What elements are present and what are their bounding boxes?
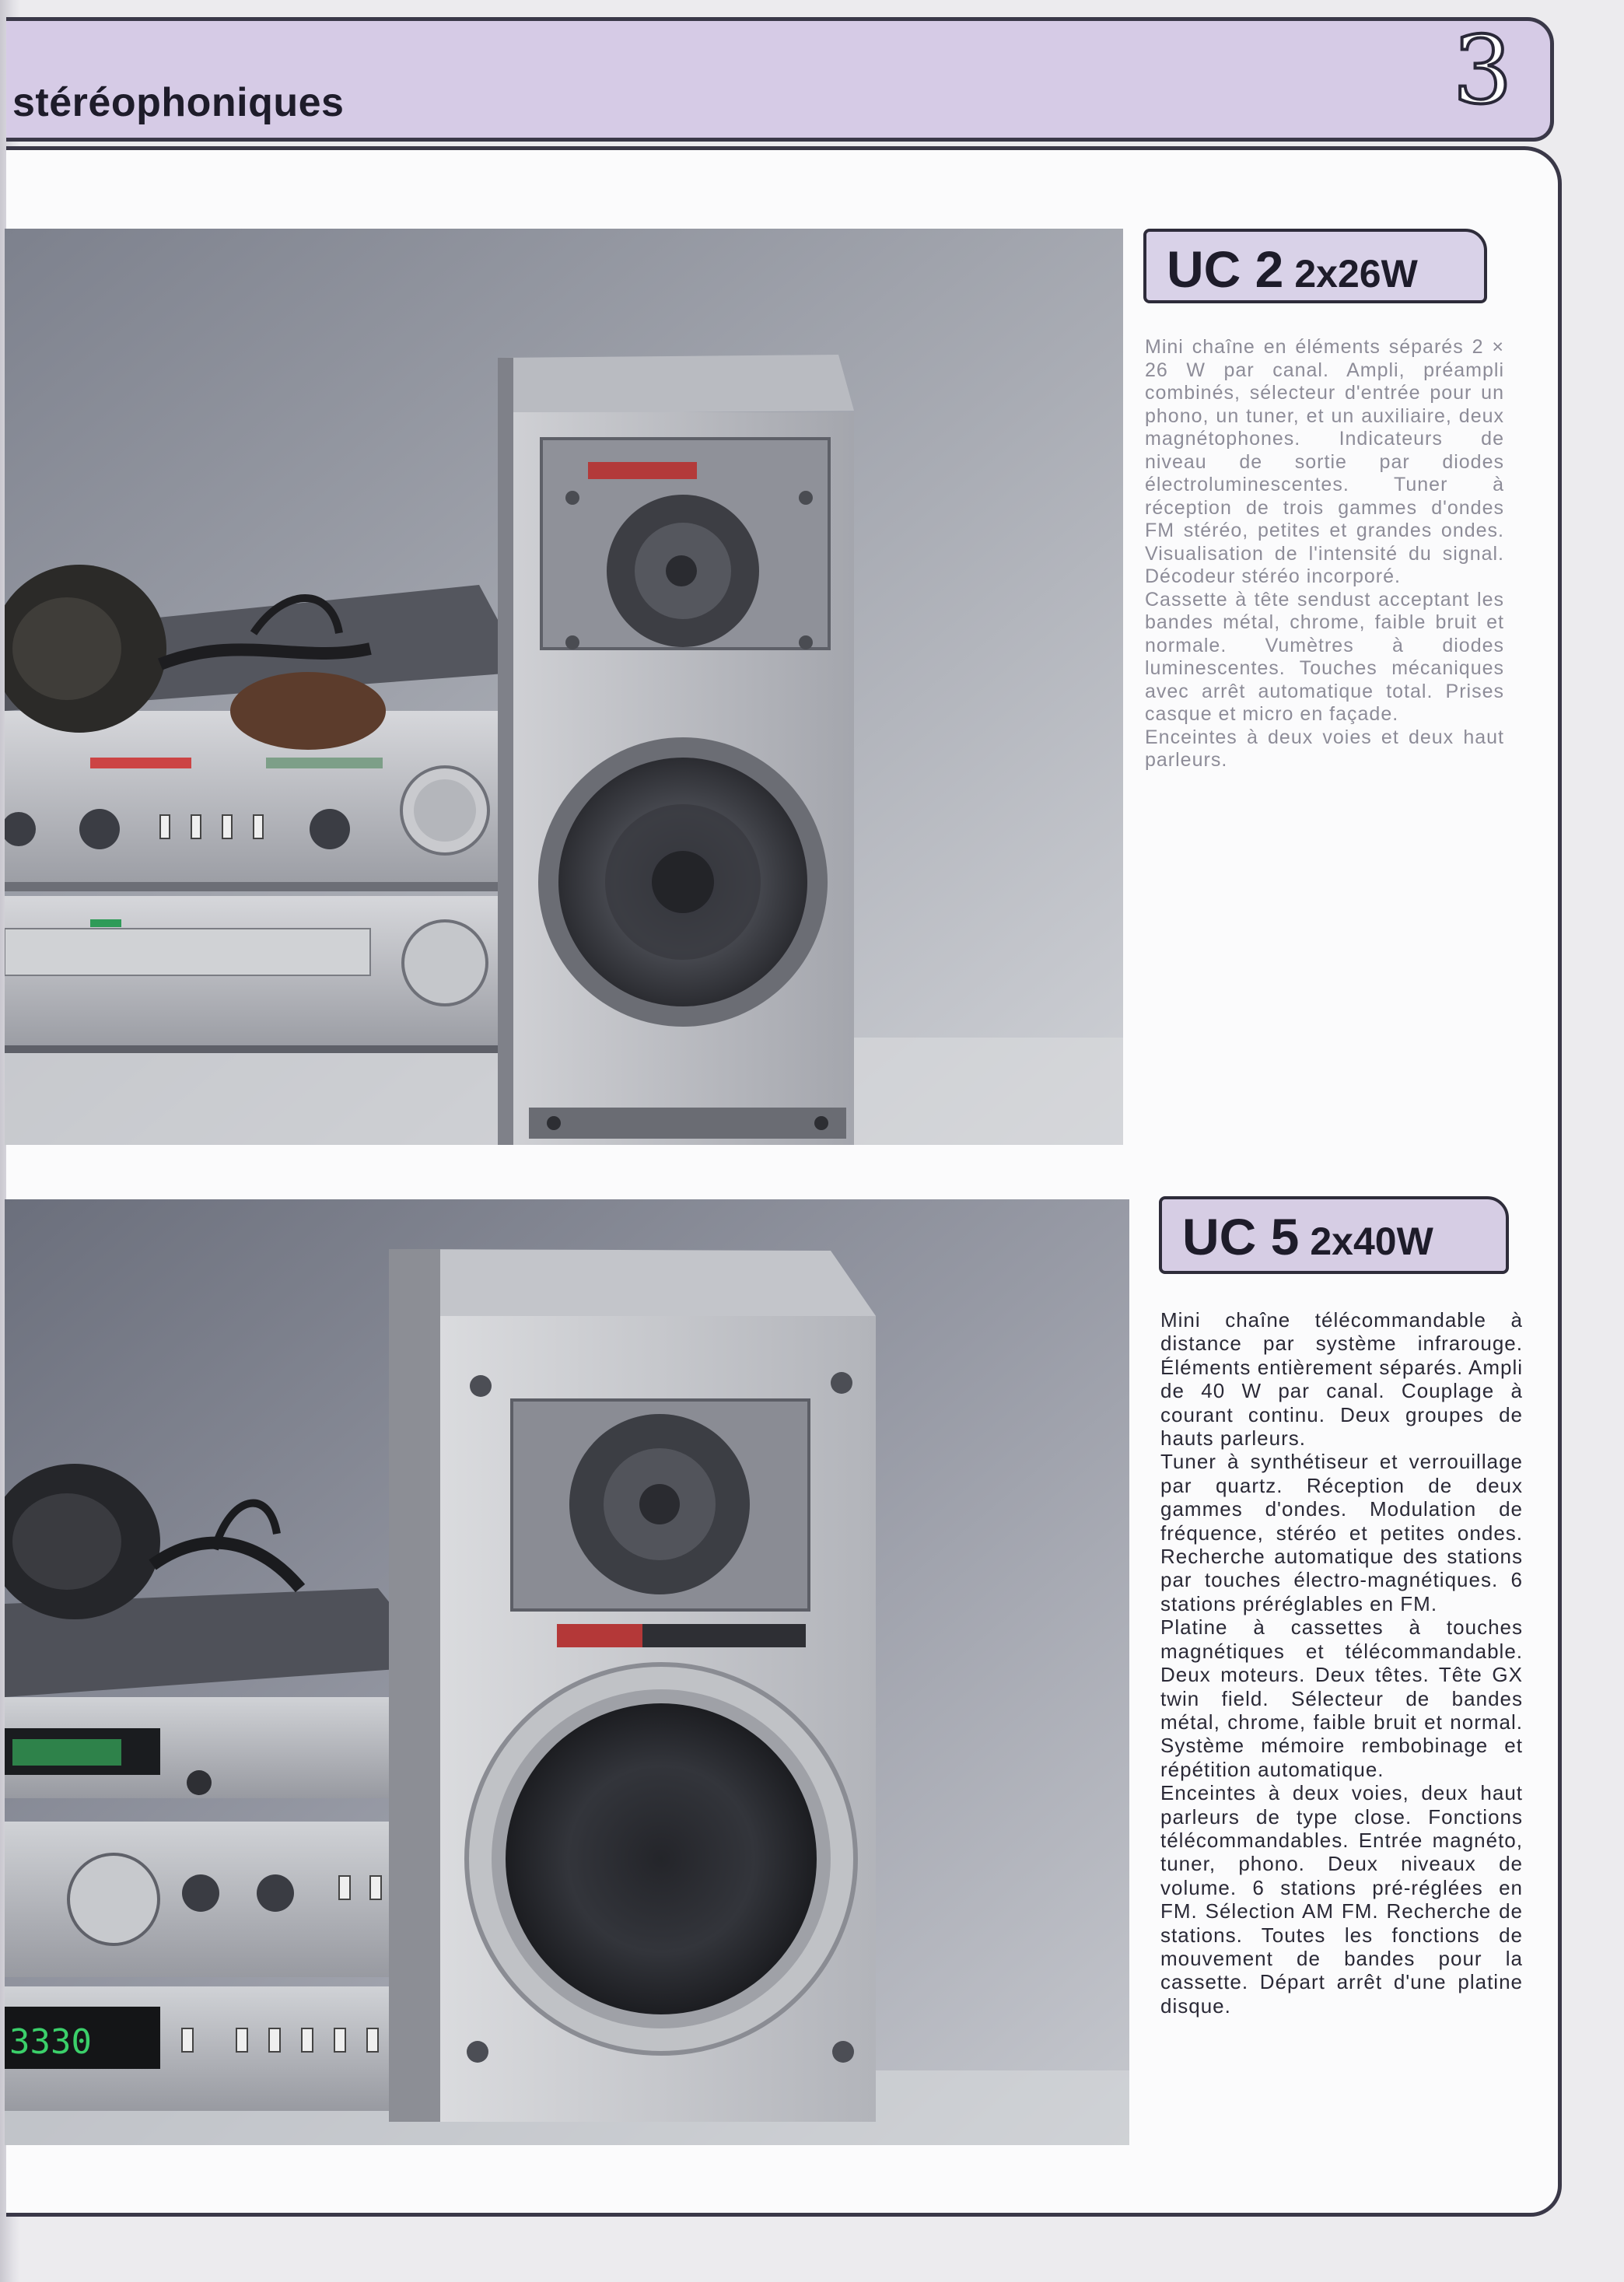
description-paragraph: Tuner à synthétiseur et verrouillage par quartz. Réception de deux gammes d'ondes. Modulation de fréquence, stéréo et petites ondes. Recherche automatique des stations par touches électro-magnétiques. 6 stations préréglables en FM.: [1160, 1450, 1523, 1615]
product-photo-uc2: [5, 229, 1123, 1145]
description-uc2: [1145, 336, 1504, 772]
model-power-uc5: 2x40W: [1310, 1220, 1433, 1263]
description-uc5: [1160, 1308, 1523, 2018]
description-paragraph: Enceintes à deux voies, deux haut parleurs de type close. Fonctions télécommandables. Entrée magnéto, tuner, phono. Deux niveaux de volume. 6 stations pré-réglées en FM. Sélection AM FM. Recherche de stations. Toutes les fonctions de mouvement de bandes pour la cassette. Départ arrêt d'une platine disque.: [1160, 1781, 1523, 2018]
model-name-uc5: UC 5: [1182, 1208, 1300, 1265]
tuner-display-readout: 3330: [9, 2022, 92, 2062]
uc2-photo-illustration: [5, 229, 1123, 1145]
description-paragraph: Platine à cassettes à touches magnétiques et télécommandable. Deux moteurs. Deux têtes. Tête GX twin field. Sélecteur de bandes métal, chrome, faible bruit et normal. Système mémoire rembobinage et répétition automatique.: [1160, 1615, 1523, 1781]
model-power-uc2: 2x26W: [1294, 252, 1418, 296]
uc5-photo-illustration: [5, 1199, 1129, 2145]
description-paragraph: Mini chaîne télécommandable à distance par système infrarouge. Éléments entièrement séparés. Ampli de 40 W par canal. Couplage à courant continu. Deux groupes de hauts parleurs.: [1160, 1308, 1523, 1451]
description-paragraph: Cassette à tête sendust acceptant les bandes métal, chrome, faible bruit et normale. Vumètres à diodes luminescentes. Touches mécaniques avec arrêt automatique total. Prises casque et micro en façade.: [1145, 588, 1504, 725]
section-title: stéréophoniques: [12, 80, 345, 125]
model-label-uc2: [1143, 229, 1487, 303]
model-name-uc2: UC 2: [1167, 240, 1284, 298]
model-label-uc5: [1159, 1196, 1509, 1274]
product-photo-uc5: [5, 1199, 1129, 2145]
description-paragraph: Enceintes à deux voies et deux haut parleurs.: [1145, 726, 1504, 771]
page-number: 3: [1453, 17, 1513, 125]
description-paragraph: Mini chaîne en éléments séparés 2 × 26 W par canal. Ampli, préampli combinés, sélecteur d'entrée pour un phono, un tuner, et un auxiliaire, deux magnétophones. Indicateurs de niveau de sortie par diodes électroluminescentes. Tuner à réception de trois gammes d'ondes FM stéréo, petites et grandes ondes. Visualisation de l'intensité du signal. Décodeur stéréo incorporé.: [1145, 336, 1504, 587]
